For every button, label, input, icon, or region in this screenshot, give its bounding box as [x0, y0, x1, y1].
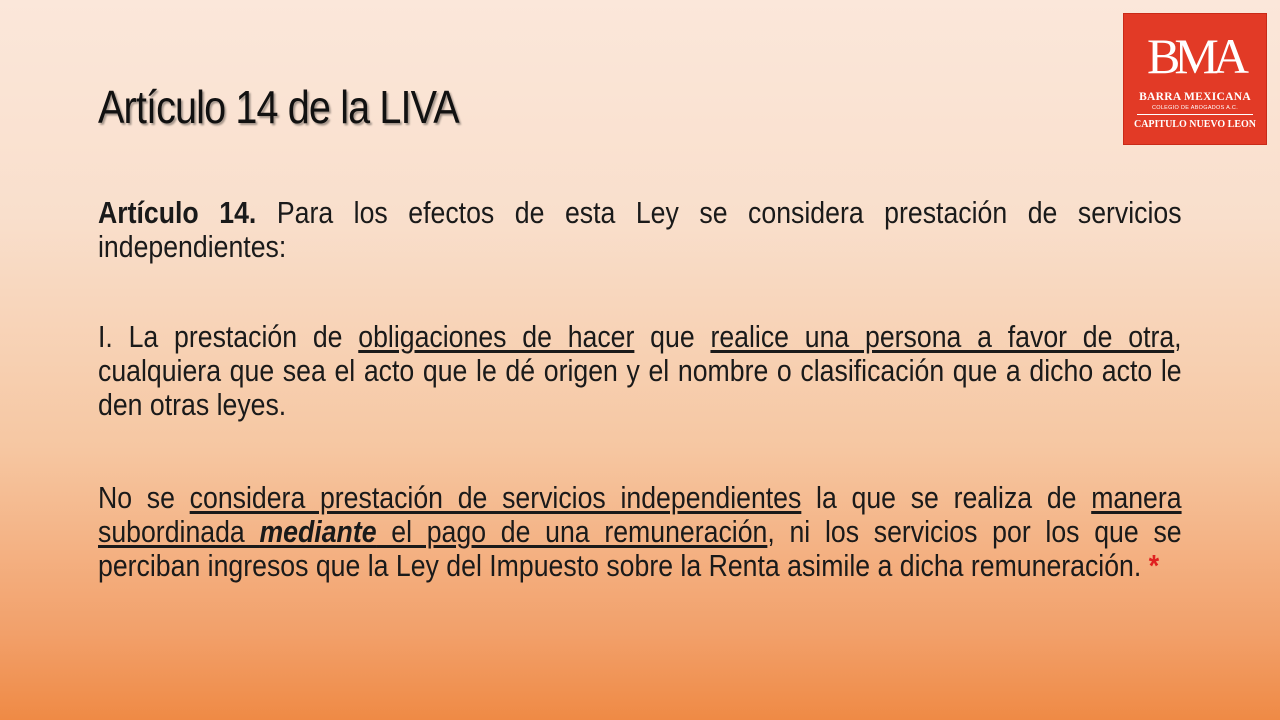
article-label: Artículo 14.	[98, 195, 257, 230]
fraction-text-3: , cualquiera que sea el acto que le dé origen y el nombre o clasificación que a dicho acto le den otras leyes.	[98, 319, 1182, 422]
footnote-asterisk: *	[1148, 548, 1160, 583]
exclusion-paragraph	[98, 481, 1182, 583]
underlined-considera: considera prestación de servicios independientes	[189, 480, 802, 515]
logo-name: BARRA MEXICANA	[1139, 91, 1251, 103]
underlined-pago: el pago de una remuneración	[376, 514, 768, 549]
logo-divider	[1137, 114, 1253, 115]
emphasis-mediante: mediante	[259, 514, 377, 549]
underlined-realice: realice una persona a favor de otra	[710, 319, 1175, 354]
logo-subtitle: COLEGIO DE ABOGADOS A.C.	[1151, 105, 1239, 111]
exclusion-text-3: , ni los servicios por los que se perciban ingresos que la Ley del Impuesto sobre la Renta asimile a dicha remuneración.	[98, 514, 1182, 583]
underlined-manera-subordinada: manera subordinada	[98, 480, 1182, 549]
logo-chapter: CAPITULO NUEVO LEON	[1133, 119, 1257, 130]
fraction-text-2: que	[634, 319, 711, 354]
intro-text: Para los efectos de esta Ley se considera prestación de servicios independientes:	[98, 195, 1182, 264]
article-intro-paragraph	[98, 196, 1182, 264]
exclusion-text-2: la que se realiza de	[801, 480, 1092, 515]
barra-mexicana-logo	[1123, 13, 1267, 145]
exclusion-text-1: No se	[98, 480, 190, 515]
logo-mark: BMA	[1147, 28, 1243, 84]
fraction-i-paragraph	[98, 320, 1182, 422]
slide-title: Artículo 14 de la LIVA	[98, 81, 459, 133]
underlined-obligaciones: obligaciones de hacer	[358, 319, 635, 354]
fraction-text-1: I. La prestación de	[98, 319, 359, 354]
